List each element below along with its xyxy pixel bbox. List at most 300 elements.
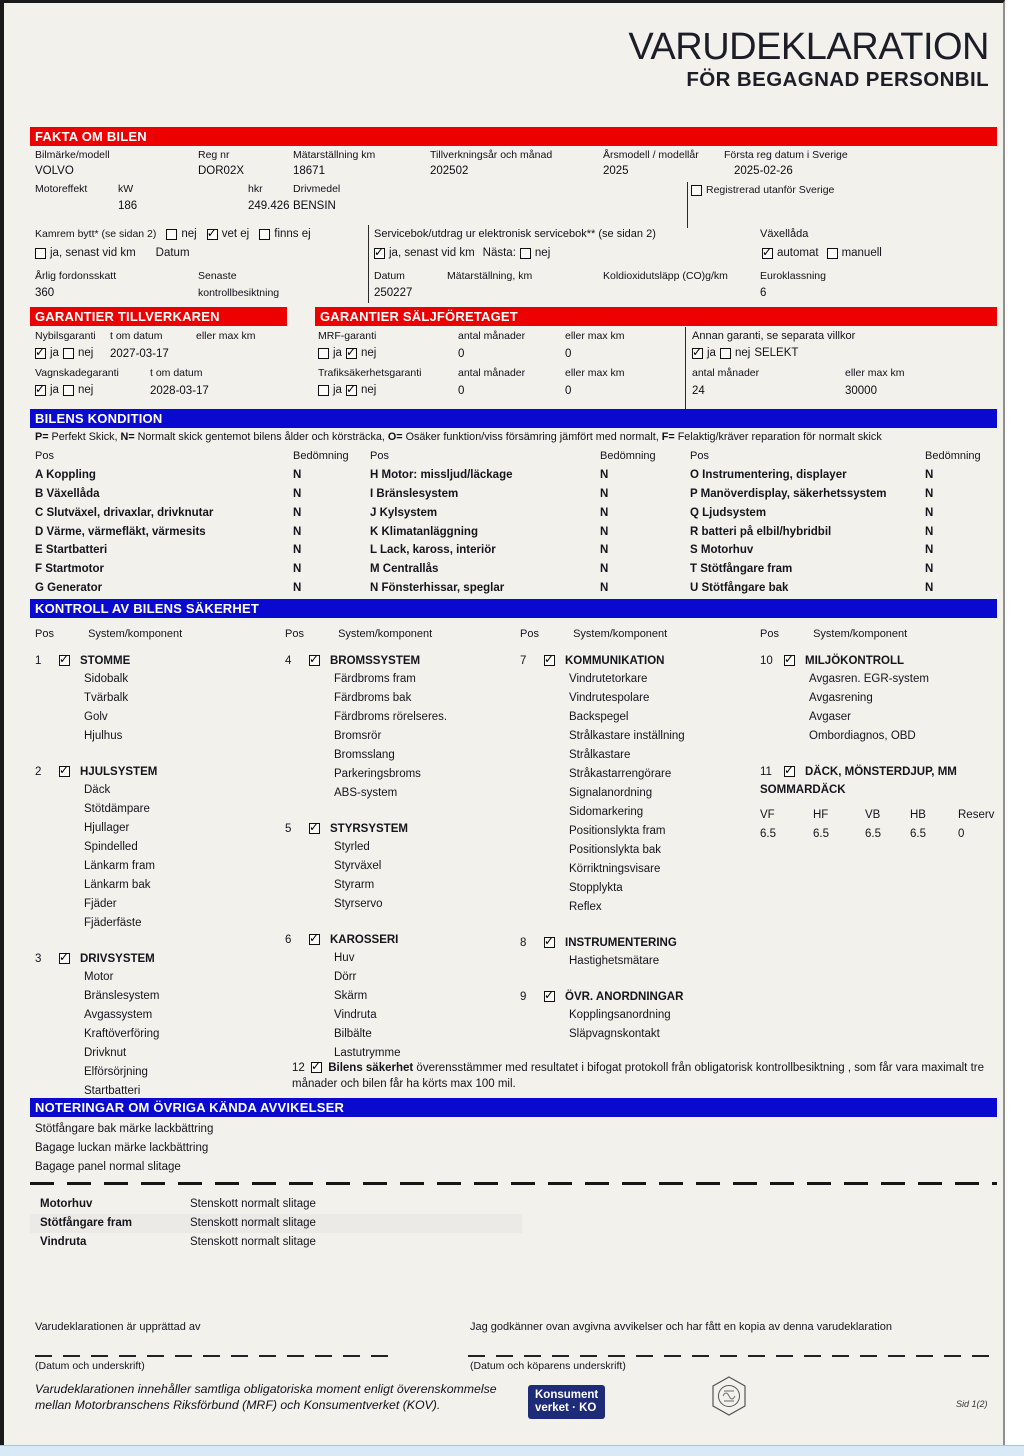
kondition-row <box>690 503 981 522</box>
sakerhet-item: Backspegel <box>569 711 629 723</box>
forsta-reg-value: 2025-02-26 <box>734 165 793 177</box>
trafik-choice <box>318 384 376 396</box>
sakerhet-column-header <box>35 628 275 647</box>
sakerhet-block-title-row <box>35 651 275 670</box>
sakerhet-item: Färdbroms fram <box>334 673 416 685</box>
kondition-item-label: C Slutväxel, drivaxlar, drivknutar <box>35 506 214 519</box>
nybils-ja-checkbox[interactable] <box>35 348 46 359</box>
kondition-item-label: E Startbatteri <box>35 544 108 557</box>
arsmodell-value: 2025 <box>603 165 629 177</box>
tyre-depth-value: 6.5 <box>910 828 926 840</box>
part-note: Stenskott normalt slitage <box>190 1236 316 1248</box>
kondition-item-value: N <box>293 487 302 500</box>
manuell-checkbox[interactable] <box>827 248 838 259</box>
part-note: Stenskott normalt slitage <box>190 1217 316 1229</box>
sakerhet-item: Vindrutetorkare <box>569 673 648 685</box>
kondition-item-value: N <box>600 525 609 538</box>
servicebok-nej-checkbox[interactable] <box>520 248 531 259</box>
legend-text: Felaktig/kräver reparation för normalt skick <box>674 431 882 443</box>
sakerhet-item: Länkarm fram <box>84 860 155 872</box>
eller-max-km-label: eller max km <box>565 367 625 379</box>
sakerhet-block-title-row <box>285 819 515 838</box>
sakerhet-item: Styrservo <box>334 898 383 910</box>
sakerhet-block-title: KAROSSERI <box>330 933 399 946</box>
kondition-row <box>690 485 981 504</box>
dack-title: DÄCK, MÖNSTERDJUP, MM <box>805 765 957 778</box>
sakerhet-block-title-row <box>285 651 515 670</box>
eller-max-km-label: eller max km <box>196 330 256 342</box>
kw-label: kW <box>118 183 134 195</box>
pos-number: 5 <box>285 822 292 835</box>
sakerhet-checkbox[interactable] <box>784 655 795 666</box>
sakerhet-item: Kraftöverföring <box>84 1028 160 1040</box>
sakerhet-checkbox[interactable] <box>544 937 555 948</box>
mrf-nej-checkbox[interactable] <box>346 348 357 359</box>
pos-header: Pos <box>370 450 389 463</box>
sakerhet-column-header <box>760 628 997 647</box>
kondition-row <box>690 522 981 541</box>
item12-text: överensstämmer med resultatet i bifogat protokoll från obligatorisk kontrollbesiktning , som får vara maximalt tre månader och bilen får ha körts max 100 mil. <box>292 1062 984 1090</box>
pos-header: Pos <box>285 628 304 640</box>
dack-checkbox[interactable] <box>784 766 795 777</box>
section-header-fakta <box>30 127 997 146</box>
legend-key: O= <box>387 431 403 443</box>
kondition-column-2 <box>370 447 656 597</box>
annan-garanti-label: Annan garanti, se separata villkor <box>692 330 856 342</box>
pos-header: Pos <box>690 450 709 463</box>
sakerhet-block-title: STYRSYSTEM <box>330 822 408 835</box>
sakerhet-block-title: INSTRUMENTERING <box>565 936 677 949</box>
kamrem-finnsej-label: finns ej <box>274 228 311 240</box>
servicebok-ja-label: ja, senast vid km <box>389 247 475 259</box>
sakerhet-checkbox[interactable] <box>544 655 555 666</box>
sakerhet-block <box>285 819 515 914</box>
sakerhet-item: Ombordiagnos, OBD <box>809 730 916 742</box>
kondition-row <box>35 503 349 522</box>
part-name: Motorhuv <box>40 1198 93 1210</box>
trafik-label: Trafiksäkerhetsgaranti <box>318 367 422 379</box>
buyer-signature-line <box>468 1355 998 1357</box>
kondition-row <box>35 560 349 579</box>
kamrem-vetej-label: vet ej <box>221 228 250 240</box>
kondition-row <box>370 503 656 522</box>
sakerhet-block <box>35 651 275 746</box>
pos-number: 11 <box>760 765 772 778</box>
pos-number: 2 <box>35 765 42 778</box>
nej-label: nej <box>360 384 377 396</box>
godkanner-label: Jag godkänner ovan avgivna avvikelser och har fått en kopia av denna varudeklaration <box>470 1321 892 1333</box>
nybils-nej-checkbox[interactable] <box>63 348 74 359</box>
kondition-item-value: N <box>600 563 609 576</box>
sakerhet-item: Strålkastare <box>569 749 631 761</box>
mrf-manader-value: 0 <box>458 348 465 360</box>
kondition-row <box>370 541 656 560</box>
kondition-row <box>370 466 656 485</box>
vagnskade-datum-value: 2028-03-17 <box>150 385 209 397</box>
kondition-item-label: J Kylsystem <box>370 506 438 519</box>
pos-number: 10 <box>760 654 773 667</box>
sakerhet-item: Avgasrening <box>809 692 873 704</box>
section-title: GARANTIER TILLVERKAREN <box>35 309 220 324</box>
sakerhet-item: Startbatteri <box>84 1085 141 1097</box>
sakerhet-item: Länkarm bak <box>84 879 151 891</box>
divider <box>368 225 369 303</box>
kondition-item-value: N <box>925 563 934 576</box>
form-title-block <box>628 27 989 92</box>
sakerhet-column-header <box>285 628 515 647</box>
kondition-item-value: N <box>293 581 302 594</box>
bottom-strip <box>0 1445 1024 1456</box>
sakerhet-item: Bromsrör <box>334 730 382 742</box>
sakerhet-item: Tvärbalk <box>84 692 129 704</box>
sakerhet-checkbox[interactable] <box>309 823 320 834</box>
kondition-item-value: N <box>925 506 934 519</box>
servicebok-label: Servicebok/utdrag ur elektronisk servicebok** (se sidan 2) <box>374 228 656 240</box>
kondition-item-label: L Lack, kaross, interiör <box>370 544 496 557</box>
sakerhet-item: Fjäder <box>84 898 117 910</box>
dack-title-row <box>760 762 997 781</box>
trafik-max-km-value: 0 <box>565 385 572 397</box>
sakerhet-block-title-row <box>520 651 755 670</box>
sakerhet-item: Skärm <box>334 990 368 1002</box>
kondition-row <box>690 579 981 598</box>
sakerhet-item: Parkeringsbroms <box>334 768 421 780</box>
sakerhet-item: Avgaser <box>809 711 851 723</box>
kondition-item-value: N <box>293 525 302 538</box>
sakerhet-item: Avgasren. EGR-system <box>809 673 929 685</box>
sakerhet-block <box>35 762 275 933</box>
item12-checkbox[interactable] <box>311 1062 322 1073</box>
mrf-emblem-icon <box>710 1375 748 1417</box>
mrf-garanti-label: MRF-garanti <box>318 330 377 342</box>
sakerhet-item: Styrarm <box>334 879 375 891</box>
sakerhet-column-2 <box>285 628 515 1079</box>
kamrem-nej-label: nej <box>181 228 197 240</box>
legend-key: P= <box>35 431 49 443</box>
kondition-item-label: K Klimatanläggning <box>370 525 478 538</box>
kondition-item-value: N <box>925 487 934 500</box>
kondition-header-row <box>370 447 656 466</box>
kondition-item-label: R batteri på elbil/hybridbil <box>690 525 832 538</box>
avvikelse-row <box>30 1214 522 1233</box>
seller-signature-caption: (Datum och underskrift) <box>35 1360 145 1372</box>
page-number: Sid 1(2) <box>956 1399 988 1409</box>
sakerhet-checkbox[interactable] <box>309 934 320 945</box>
kamrem-label: Kamrem bytt* (se sidan 2) <box>35 228 157 240</box>
sakerhet-item: Bilbälte <box>334 1028 372 1040</box>
sakerhet-block <box>760 651 997 746</box>
kamrem-finnsej-checkbox[interactable] <box>259 229 270 240</box>
annan-namn-value: SELEKT <box>754 347 799 359</box>
sakerhet-block-title: BROMSSYSTEM <box>330 654 421 667</box>
sakerhet-column-3 <box>520 628 755 1060</box>
antal-manader-label: antal månader <box>458 367 526 379</box>
sakerhet-block-title: MILJÖKONTROLL <box>805 654 905 667</box>
kondition-row <box>35 466 349 485</box>
kondition-item-label: S Motorhuv <box>690 544 754 557</box>
sakerhet-item: Sidobalk <box>84 673 129 685</box>
sakerhet-block <box>285 930 515 1063</box>
sakerhet-checkbox[interactable] <box>309 655 320 666</box>
annan-max-km-value: 30000 <box>845 385 877 397</box>
kondition-item-value: N <box>600 581 609 594</box>
sakerhet-block-title: KOMMUNIKATION <box>565 654 665 667</box>
sakerhet-item: Bränslesystem <box>84 990 160 1002</box>
kamrem-ja-label: ja, senast vid km <box>50 247 136 259</box>
sakerhet-block <box>285 651 515 803</box>
dashed-separator <box>30 1182 997 1185</box>
page-subtitle: FÖR BEGAGNAD PERSONBIL <box>686 68 989 92</box>
sakerhet-block-title-row <box>285 930 515 949</box>
sakerhet-item: Stråkastarrengörare <box>569 768 672 780</box>
forsta-reg-label: Första reg datum i Sverige <box>724 149 848 161</box>
nej-label: nej <box>360 347 377 359</box>
kamrem-vetej-checkbox[interactable] <box>207 229 218 240</box>
kondition-item-value: N <box>925 544 934 557</box>
sakerhet-item: Positionslykta bak <box>569 844 662 856</box>
bilmarke-label: Bilmärke/modell <box>35 149 110 161</box>
matarstallning-km-label: Mätarställning, km <box>447 270 533 282</box>
legend-text: Osäker funktion/viss försämring jämfört med normalt, <box>402 431 662 443</box>
annan-nej-checkbox[interactable] <box>720 348 731 359</box>
sakerhet-block-title: STOMME <box>80 654 131 667</box>
sakerhet-item: Elförsörjning <box>84 1066 148 1078</box>
system-header: System/komponent <box>338 628 433 640</box>
kondition-row <box>35 579 349 598</box>
ja-label: ja <box>333 384 342 396</box>
sakerhet-block-title-row <box>35 762 275 781</box>
pos-number: 7 <box>520 654 527 667</box>
kondition-item-value: N <box>293 544 302 557</box>
regnr-value: DOR02X <box>198 165 245 177</box>
sakerhet-block <box>35 949 275 1101</box>
legend-text: Perfekt Skick, <box>48 431 121 443</box>
sakerhet-item: Reflex <box>569 901 602 913</box>
kondition-row <box>370 560 656 579</box>
part-note: Stenskott normalt slitage <box>190 1198 316 1210</box>
bedomning-header: Bedömning <box>293 450 349 463</box>
kondition-item-label: H Motor: missljud/läckage <box>370 469 513 482</box>
kondition-item-label: Q Ljudsystem <box>690 506 767 519</box>
vagnskade-nej-checkbox[interactable] <box>63 385 74 396</box>
pos-header: Pos <box>35 450 54 463</box>
vagnskade-choice <box>35 384 93 396</box>
sakerhet-item: Drivknut <box>84 1047 127 1059</box>
trafik-manader-value: 0 <box>458 385 465 397</box>
sakerhet-item: Positionslykta fram <box>569 825 666 837</box>
sakerhet-block-title: HJULSYSTEM <box>80 765 158 778</box>
tyre-position-header: HB <box>910 809 926 821</box>
antal-manader-label: antal månader <box>692 367 760 379</box>
legend-key: N= <box>120 431 135 443</box>
sakerhet-item: Golv <box>84 711 108 723</box>
section-title: FAKTA OM BILEN <box>35 129 147 144</box>
dack-block <box>760 762 997 844</box>
vagnskade-ja-checkbox[interactable] <box>35 385 46 396</box>
tyre-position-header: HF <box>813 809 829 821</box>
avvikelse-table <box>30 1195 522 1252</box>
kondition-item-value: N <box>925 581 934 594</box>
kondition-item-label: U Stötfångare bak <box>690 581 789 594</box>
pos-number: 9 <box>520 990 527 1003</box>
hkr-label: hkr <box>248 183 263 195</box>
vaxellada-label: Växellåda <box>760 228 809 240</box>
tyre-position-header: Reserv <box>958 809 995 821</box>
eller-max-km-label: eller max km <box>565 330 625 342</box>
item12-bold-text: Bilens säkerhet <box>328 1062 414 1074</box>
sakerhet-item: Strålkastare inställning <box>569 730 685 742</box>
sakerhet-item: Hastighetsmätare <box>569 955 660 967</box>
sakerhet-item: Färdbroms bak <box>334 692 412 704</box>
upprattad-av-label: Varudeklarationen är upprättad av <box>35 1321 201 1333</box>
trafik-ja-checkbox[interactable] <box>318 385 329 396</box>
sakerhet-item: Styrled <box>334 841 370 853</box>
seller-signature-line <box>35 1355 397 1357</box>
kondition-row <box>370 522 656 541</box>
sakerhet-item: Sidomarkering <box>569 806 644 818</box>
kondition-item-label: P Manöverdisplay, säkerhetssystem <box>690 487 887 500</box>
kondition-header-row <box>690 447 981 466</box>
ja-label: ja <box>707 347 716 359</box>
dack-subtitle: SOMMARDÄCK <box>760 784 846 796</box>
section-kondition <box>30 409 997 601</box>
section-sakerhet <box>30 599 997 1098</box>
euro-value: 6 <box>760 287 767 299</box>
kondition-item-label: I Bränslesystem <box>370 487 459 500</box>
kondition-item-value: N <box>293 506 302 519</box>
section-title: KONTROLL AV BILENS SÄKERHET <box>35 601 260 616</box>
co2-label: Koldioxidutsläpp (CO)g/km <box>603 270 728 282</box>
kondition-row <box>690 466 981 485</box>
nej-label: nej <box>734 347 751 359</box>
bilmarke-value: VOLVO <box>35 165 74 177</box>
kondition-legend <box>35 431 882 443</box>
nybils-choice <box>35 347 93 359</box>
pos-number: 3 <box>35 952 42 965</box>
legend-key: F= <box>661 431 675 443</box>
sakerhet-item: Avgassystem <box>84 1009 153 1021</box>
pos-number: 1 <box>35 654 42 667</box>
sakerhet-item: Styrväxel <box>334 860 382 872</box>
divider <box>687 182 688 228</box>
kondition-item-label: M Centrallås <box>370 563 439 576</box>
kondition-item-value: N <box>293 563 302 576</box>
sakerhet-column-header <box>520 628 755 647</box>
matarstallning-value: 18671 <box>293 165 325 177</box>
sakerhet-item: Vindruta <box>334 1009 377 1021</box>
sakerhet-item: Släpvagnskontakt <box>569 1028 660 1040</box>
avvikelse-note: Bagage luckan märke lackbättring <box>35 1142 209 1154</box>
kondition-column-3 <box>690 447 981 597</box>
sakerhet-item: ABS-system <box>334 787 398 799</box>
kamrem-ja-checkbox[interactable] <box>35 248 46 259</box>
servicebok-nej-label: nej <box>534 247 551 259</box>
section-title: BILENS KONDITION <box>35 411 163 426</box>
mrf-ja-checkbox[interactable] <box>318 348 329 359</box>
bedomning-header: Bedömning <box>925 450 981 463</box>
sakerhet-item: Signalanordning <box>569 787 653 799</box>
servicebok-nasta-label: Nästa: <box>482 247 516 259</box>
hkr-value: 249.426 <box>248 200 290 212</box>
tom-datum-label: t om datum <box>110 330 163 342</box>
legend-text: Normalt skick gentemot bilens ålder och körsträcka, <box>134 431 388 443</box>
kondition-row <box>35 541 349 560</box>
nybils-label: Nybilsgaranti <box>35 330 96 342</box>
motoreffekt-label: Motoreffekt <box>35 183 88 195</box>
sakerhet-item: Däck <box>84 784 111 796</box>
pos-header: Pos <box>35 628 54 640</box>
drivmedel-value: BENSIN <box>293 200 336 212</box>
sakerhet-block-title-row <box>760 651 997 670</box>
section-title: GARANTIER SÄLJFÖRETAGET <box>320 309 518 324</box>
sakerhet-item: Lastutrymme <box>334 1047 401 1059</box>
automat-checkbox[interactable] <box>762 248 773 259</box>
legal-line: Varudeklarationen innehåller samtliga obligatoriska moment enligt överenskommelse <box>35 1382 497 1396</box>
kondition-item-label: G Generator <box>35 581 103 594</box>
kondition-column-1 <box>35 447 349 597</box>
antal-manader-label: antal månader <box>458 330 526 342</box>
avvikelse-note: Stötfångare bak märke lackbättring <box>35 1123 214 1135</box>
sakerhet-checkbox[interactable] <box>59 766 70 777</box>
kondition-item-label: D Värme, värmefläkt, värmesits <box>35 525 206 538</box>
kondition-item-value: N <box>925 525 934 538</box>
section-fakta <box>30 146 997 308</box>
sakerhet-checkbox[interactable] <box>59 655 70 666</box>
sakerhet-block-title-row <box>35 949 275 968</box>
sakerhet-item: Dörr <box>334 971 357 983</box>
kondition-item-value: N <box>600 487 609 500</box>
trafik-nej-checkbox[interactable] <box>346 385 357 396</box>
sakerhet-checkbox[interactable] <box>59 953 70 964</box>
mrf-max-km-value: 0 <box>565 348 572 360</box>
kondition-item-label: O Instrumentering, displayer <box>690 469 847 482</box>
kamrem-nej-checkbox[interactable] <box>166 229 177 240</box>
kondition-row <box>35 522 349 541</box>
sakerhet-item: Motor <box>84 971 114 983</box>
mrf-choice <box>318 347 376 359</box>
sakerhet-item: Hjulhus <box>84 730 123 742</box>
sakerhet-checkbox[interactable] <box>544 991 555 1002</box>
regnr-label: Reg nr <box>198 149 230 161</box>
page-title: VARUDEKLARATION <box>628 26 989 68</box>
avvikelse-row <box>30 1233 522 1252</box>
tom-datum-label: t om datum <box>150 367 203 379</box>
sakerhet-item: Huv <box>334 952 355 964</box>
part-name: Stötfångare fram <box>40 1217 133 1229</box>
vagnskade-label: Vagnskadegaranti <box>35 367 119 379</box>
sakerhet-block <box>520 933 755 971</box>
tyre-position-header: VB <box>865 809 881 821</box>
pos-number: 12 <box>292 1062 305 1074</box>
sakerhet-item: Bromsslang <box>334 749 395 761</box>
part-name: Vindruta <box>40 1236 87 1248</box>
tyre-depth-value: 0 <box>958 828 965 840</box>
servicebok-ja-checkbox[interactable] <box>374 248 385 259</box>
bedomning-header: Bedömning <box>600 450 656 463</box>
kondition-item-label: A Koppling <box>35 469 96 482</box>
skatt-label: Årlig fordonsskatt <box>35 270 117 282</box>
section-garantier <box>30 307 997 409</box>
registrerad-checkbox[interactable] <box>691 185 702 196</box>
drivmedel-label: Drivmedel <box>293 183 341 195</box>
sakerhet-block-title-row <box>520 933 755 952</box>
system-header: System/komponent <box>88 628 183 640</box>
sakerhet-item: Fjäderfäste <box>84 917 142 929</box>
annan-ja-checkbox[interactable] <box>692 348 703 359</box>
nej-label: nej <box>77 347 94 359</box>
skatt-value: 360 <box>35 287 55 299</box>
kondition-row <box>690 541 981 560</box>
